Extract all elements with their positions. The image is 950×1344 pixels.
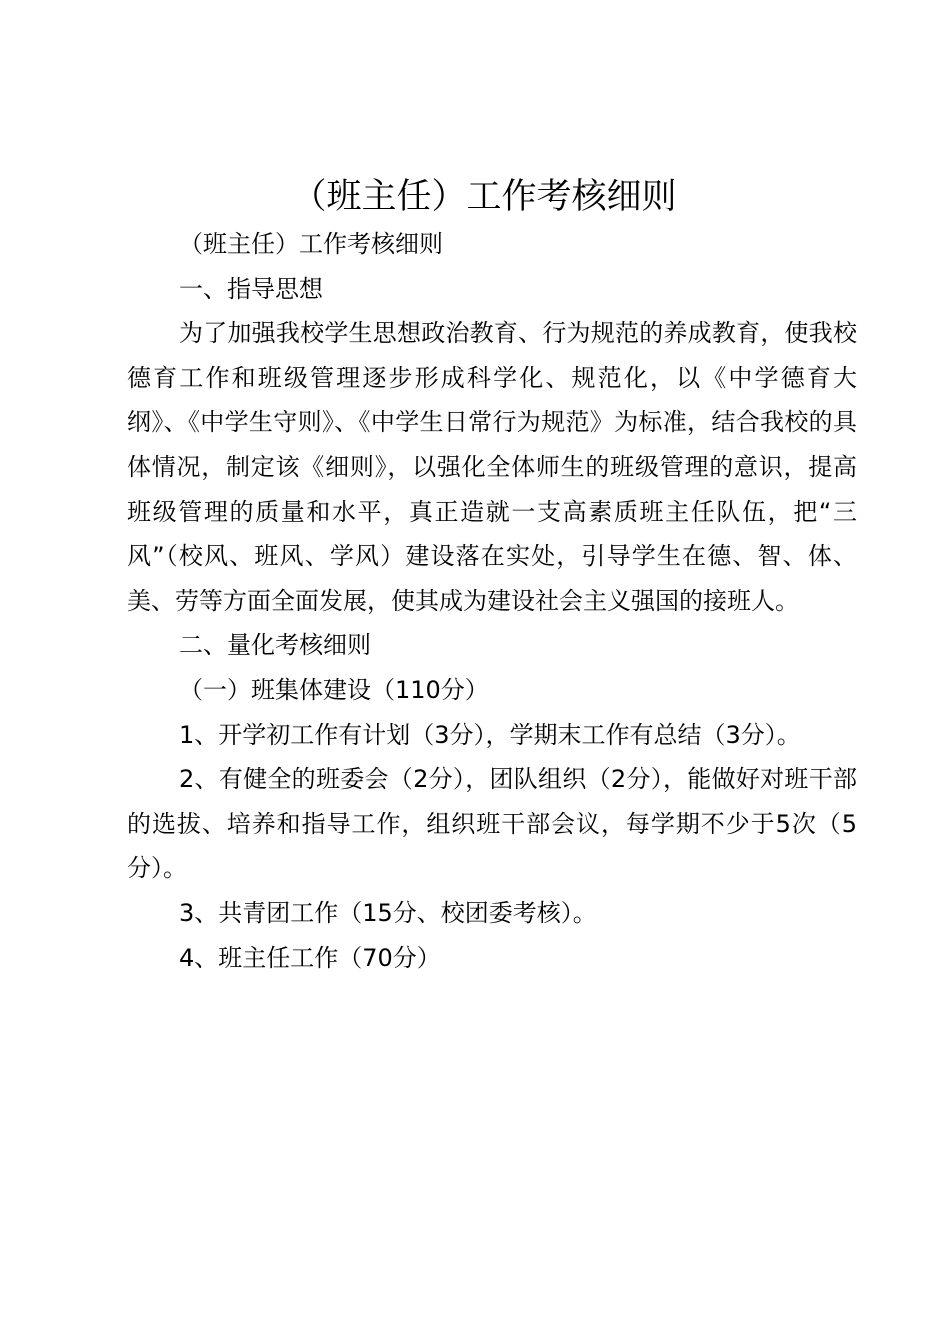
document-body	[127, 222, 857, 980]
subsection-heading-class-building: （一）班集体建设（110分）	[179, 675, 489, 704]
document-title: （班主任）工作考核细则	[291, 177, 677, 217]
rule-item-1: 1、开学初工作有计划（3分），学期末工作有总结（3分）。	[179, 720, 801, 749]
rule-item-4: 4、班主任工作（70分）	[179, 943, 441, 972]
section-heading-guiding-ideology: 一、指导思想	[179, 274, 323, 303]
section-heading-quantitative-rules: 二、量化考核细则	[179, 631, 371, 660]
guiding-ideology-paragraph: 为了加强我校学生思想政治教育、行为规范的养成教育，使我校德育工作和班级管理逐步形成科学化、规范化，以《中学德育大纲》、《中学生守则》、《中学生日常行为规范》为标准，结合我校的具体情况，制定该《细则》，以强化全体师生的班级管理的意识，提高班级管理的质量和水平，真正造就一支高素质班主任队伍，把“三风”（校风、班风、学风）建设落在实处，引导学生在德、智、体、美、劳等方面全面发展，使其成为建设社会主义强国的接班人。	[127, 319, 857, 615]
rule-item-2: 2、有健全的班委会（2分），团队组织（2分），能做好对班干部的选拔、培养和指导工作，组织班干部会议，每学期不少于5次（5分）。	[127, 765, 857, 883]
subtitle-paragraph: （班主任）工作考核细则	[179, 230, 443, 258]
rule-item-3: 3、共青团工作（15分、校团委考核）。	[179, 898, 597, 927]
